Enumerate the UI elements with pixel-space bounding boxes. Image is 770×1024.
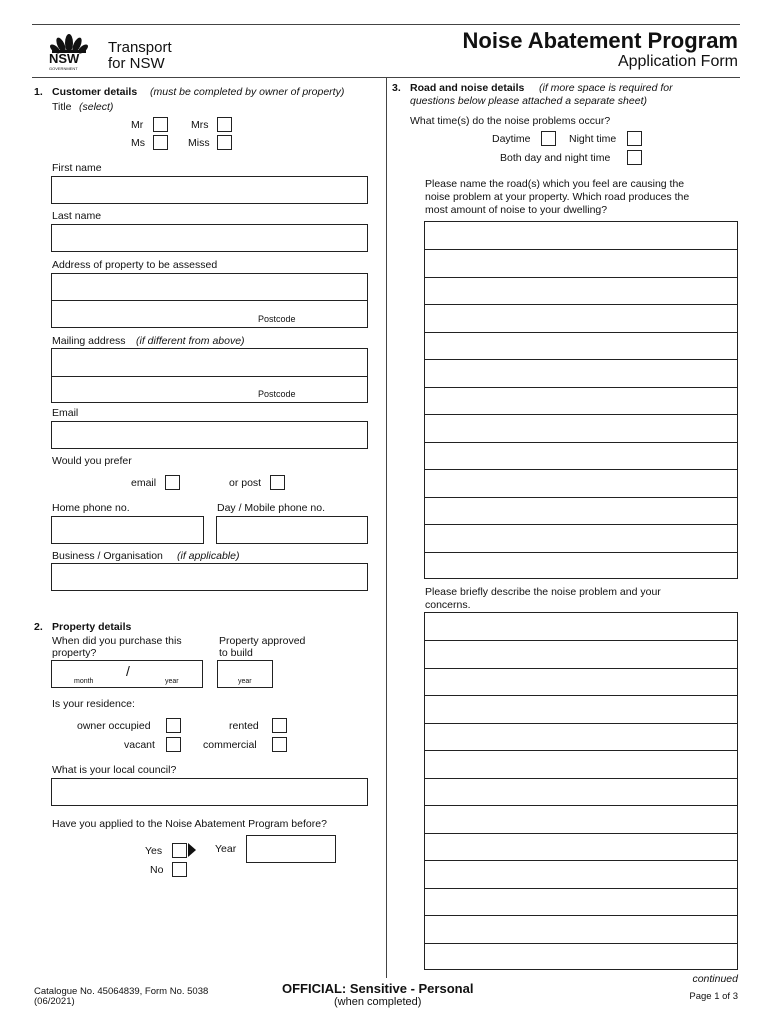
mrs-label: Mrs xyxy=(191,119,209,131)
describe-line1: Please briefly describe the noise problem and your xyxy=(425,586,661,598)
roads-line xyxy=(425,387,737,388)
approved-line2: to build xyxy=(219,647,253,659)
applied-label: Have you applied to the Noise Abatement Program before? xyxy=(52,818,327,830)
mailing-label: Mailing address xyxy=(52,335,126,347)
daytime-label: Daytime xyxy=(492,133,531,145)
yes-checkbox[interactable] xyxy=(172,843,187,858)
last-name-field[interactable] xyxy=(51,224,368,252)
home-phone-field[interactable] xyxy=(51,516,204,544)
roads-line xyxy=(425,359,737,360)
mailing-address-field[interactable] xyxy=(51,348,368,403)
mobile-phone-field[interactable] xyxy=(216,516,368,544)
council-label: What is your local council? xyxy=(52,764,177,776)
home-phone-label: Home phone no. xyxy=(52,502,130,514)
roads-line xyxy=(425,277,737,278)
mailing-note: (if different from above) xyxy=(136,335,245,347)
year-label: year xyxy=(165,678,179,685)
approved-year-field[interactable] xyxy=(217,660,273,688)
year2-label: year xyxy=(238,678,252,685)
roads-line xyxy=(425,414,737,415)
address-label: Address of property to be assessed xyxy=(52,259,218,271)
commercial-checkbox[interactable] xyxy=(272,737,287,752)
postcode2-label: Postcode xyxy=(258,389,296,399)
postcode-label: Postcode xyxy=(258,314,296,324)
ms-checkbox[interactable] xyxy=(153,135,168,150)
ms-label: Ms xyxy=(131,137,145,149)
address-divider xyxy=(52,300,367,301)
describe-line xyxy=(425,640,737,641)
owner-label: owner occupied xyxy=(77,720,151,732)
roads-line xyxy=(425,249,737,250)
section3-note-line1: (if more space is required for xyxy=(539,82,673,94)
pref-email-checkbox[interactable] xyxy=(165,475,180,490)
mailing-divider xyxy=(52,376,367,377)
email-label: Email xyxy=(52,407,79,419)
mobile-phone-label: Day / Mobile phone no. xyxy=(217,502,325,514)
roads-line xyxy=(425,332,737,333)
month-label: month xyxy=(74,678,94,685)
brand-line2: for NSW xyxy=(108,55,165,72)
roads-line3: most amount of noise to your dwelling? xyxy=(425,204,608,216)
no-checkbox[interactable] xyxy=(172,862,187,877)
describe-line xyxy=(425,943,737,944)
mr-label: Mr xyxy=(131,119,144,131)
roads-line xyxy=(425,497,737,498)
roads-field[interactable] xyxy=(424,221,738,579)
roads-line xyxy=(425,304,737,305)
year-applied-field[interactable] xyxy=(246,835,336,863)
pref-post-label: or post xyxy=(229,477,262,489)
when-completed: (when completed) xyxy=(334,996,422,1008)
logo-subtext: GOVERNMENT xyxy=(49,66,78,71)
section3-note-line2: questions below please attached a separate sheet) xyxy=(410,95,647,107)
purchase-line2: property? xyxy=(52,647,97,659)
date-slash: / xyxy=(126,663,130,679)
no-label: No xyxy=(150,864,164,876)
describe-line xyxy=(425,915,737,916)
nighttime-checkbox[interactable] xyxy=(627,131,642,146)
describe-line xyxy=(425,750,737,751)
business-note: (if applicable) xyxy=(177,550,240,562)
pref-post-checkbox[interactable] xyxy=(270,475,285,490)
roads-line xyxy=(425,469,737,470)
logo-text: NSW xyxy=(49,51,80,66)
section1-note: (must be completed by owner of property) xyxy=(150,86,345,98)
year-applied-label: Year xyxy=(215,843,237,855)
prefer-label: Would you prefer xyxy=(52,455,132,467)
describe-line xyxy=(425,723,737,724)
section3-heading: Road and noise details xyxy=(410,82,525,94)
mrs-checkbox[interactable] xyxy=(217,117,232,132)
roads-line xyxy=(425,552,737,553)
section1-number: 1. xyxy=(34,86,43,98)
mr-checkbox[interactable] xyxy=(153,117,168,132)
arrow-right-icon xyxy=(188,843,196,857)
vacant-label: vacant xyxy=(124,739,155,751)
form-date: (06/2021) xyxy=(34,996,75,1007)
describe-field[interactable] xyxy=(424,612,738,970)
describe-line xyxy=(425,860,737,861)
page-subtitle: Application Form xyxy=(617,53,738,70)
describe-line xyxy=(425,833,737,834)
purchase-date-field[interactable] xyxy=(51,660,203,688)
when-label: What time(s) do the noise problems occur? xyxy=(410,115,611,127)
describe-line xyxy=(425,668,737,669)
first-name-field[interactable] xyxy=(51,176,368,204)
both-checkbox[interactable] xyxy=(627,150,642,165)
column-divider xyxy=(386,78,387,978)
pref-email-label: email xyxy=(131,477,157,489)
vacant-checkbox[interactable] xyxy=(166,737,181,752)
miss-label: Miss xyxy=(188,137,210,149)
describe-line xyxy=(425,888,737,889)
rented-label: rented xyxy=(229,720,259,732)
business-field[interactable] xyxy=(51,563,368,591)
email-field[interactable] xyxy=(51,421,368,449)
rented-checkbox[interactable] xyxy=(272,718,287,733)
roads-line1: Please name the road(s) which you feel are causing the xyxy=(425,178,685,190)
first-name-label: First name xyxy=(52,162,102,174)
page-title: Noise Abatement Program xyxy=(462,28,738,53)
business-label: Business / Organisation xyxy=(52,550,163,562)
address-field[interactable] xyxy=(51,273,368,328)
commercial-label: commercial xyxy=(203,739,257,751)
purchase-line1: When did you purchase this xyxy=(52,635,182,647)
nighttime-label: Night time xyxy=(569,133,617,145)
page-number: Page 1 of 3 xyxy=(689,991,738,1002)
title-label: Title xyxy=(52,101,72,113)
yes-label: Yes xyxy=(145,845,163,857)
catalogue-number: Catalogue No. 45064839, Form No. 5038 xyxy=(34,986,209,997)
approved-line1: Property approved xyxy=(219,635,306,647)
section2-heading: Property details xyxy=(52,621,132,633)
roads-line xyxy=(425,524,737,525)
section2-number: 2. xyxy=(34,621,43,633)
describe-line xyxy=(425,695,737,696)
describe-line xyxy=(425,778,737,779)
council-field[interactable] xyxy=(51,778,368,806)
daytime-checkbox[interactable] xyxy=(541,131,556,146)
brand-line1: Transport xyxy=(108,39,172,56)
classification: OFFICIAL: Sensitive - Personal xyxy=(282,981,474,996)
roads-line2: noise problem at your property. Which road produces the xyxy=(425,191,690,203)
section3-number: 3. xyxy=(392,82,401,94)
owner-checkbox[interactable] xyxy=(166,718,181,733)
residence-label: Is your residence: xyxy=(52,698,135,710)
both-label: Both day and night time xyxy=(500,152,611,164)
section1-heading: Customer details xyxy=(52,86,138,98)
last-name-label: Last name xyxy=(52,210,102,222)
continued-label: continued xyxy=(692,973,738,985)
describe-line2: concerns. xyxy=(425,599,471,611)
roads-line xyxy=(425,442,737,443)
top-rule xyxy=(32,24,740,25)
describe-line xyxy=(425,805,737,806)
miss-checkbox[interactable] xyxy=(217,135,232,150)
title-note: (select) xyxy=(79,101,114,113)
